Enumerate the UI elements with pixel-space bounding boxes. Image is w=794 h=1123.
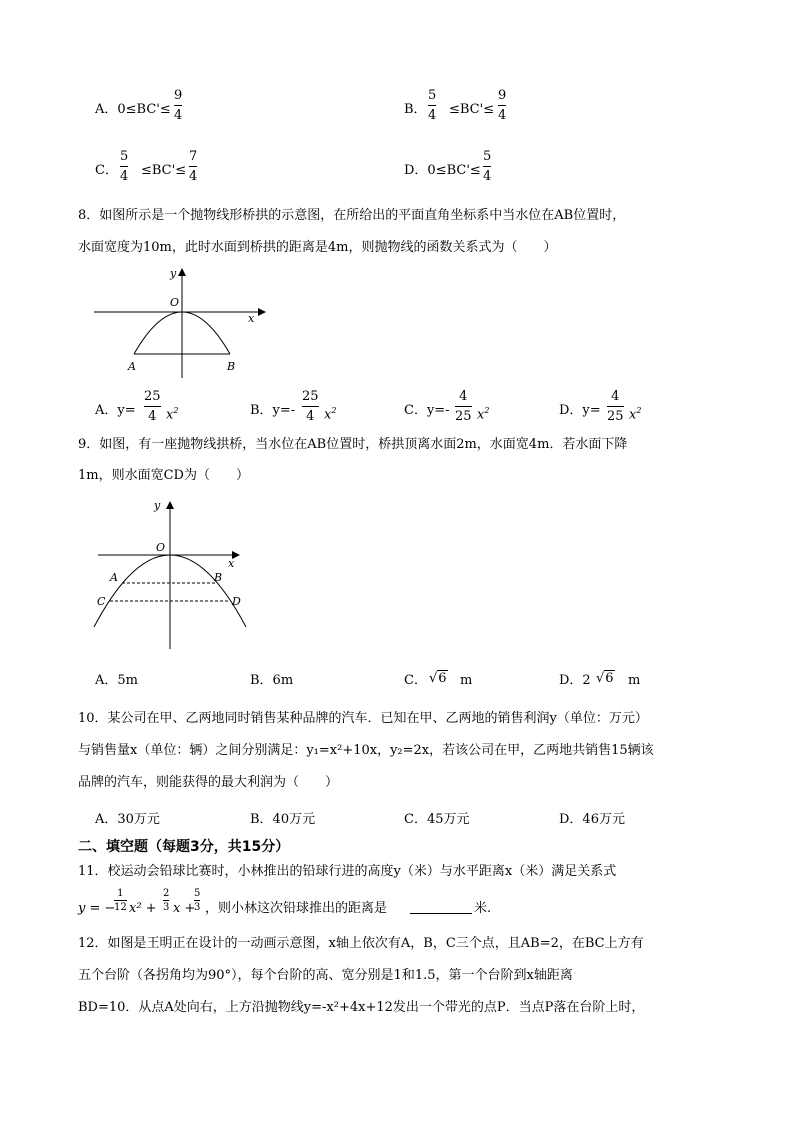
q7-option-b-label: B． xyxy=(404,102,427,117)
q7-option-c-label: C． xyxy=(95,163,118,178)
q8-option-a-var: $x^2$ xyxy=(166,406,179,423)
q10-option-d: D．46万元 xyxy=(559,812,625,827)
q8-option-a-fraction: 25 4 xyxy=(144,389,161,424)
q11-fraction-1: 1 12 xyxy=(114,888,127,913)
q9-parabola-figure xyxy=(88,495,258,655)
q11-answer-blank xyxy=(410,901,472,914)
q11-fraction-3: 5 3 xyxy=(194,888,201,913)
q7-option-a-fraction: 9 4 xyxy=(174,88,183,123)
q9-y-label: y xyxy=(154,499,161,512)
q7-option-d-label: D．0≤BC'≤ xyxy=(404,163,481,178)
q8-option-b-var: $x^2$ xyxy=(324,406,337,423)
q11-fraction-2: 2 3 xyxy=(163,888,170,913)
q8-origin-label: O xyxy=(170,296,180,309)
q8-x-arrow xyxy=(258,308,266,316)
q11-tail-text: ，则小林这次铅球推出的距离是 xyxy=(205,901,388,916)
q8-point-a-label: A xyxy=(128,360,136,373)
q11-term-2: x + xyxy=(173,901,196,916)
section-2-title: 二、填空题（每题3分，共15分） xyxy=(78,839,290,855)
q8-parabola-figure xyxy=(90,262,270,382)
q8-option-c-label: C．y=- xyxy=(404,403,450,418)
q10-text-line-1: 10．某公司在甲、乙两地同时销售某种品牌的汽车．已知在甲、乙两地的销售利润y（单位：万元） xyxy=(78,711,648,726)
q9-text-line-2: 1m，则水面宽CD为（ ） xyxy=(78,468,249,483)
q12-text-line-3: BD=10．从点A处向右，上方沿抛物线y=-x²+4x+12发出一个带光的点P．当点P落在台阶上时， xyxy=(78,1000,645,1015)
q7-option-b-fraction-1: 5 4 xyxy=(428,88,437,123)
q7-option-c-fraction-2: 7 4 xyxy=(189,149,198,184)
q7-option-c-mid: ≤BC'≤ xyxy=(141,163,187,178)
q7-option-c-fraction-1: 5 4 xyxy=(120,149,129,184)
q9-x-label: x xyxy=(228,557,235,570)
q8-option-b-label: B．y=- xyxy=(250,403,296,418)
q9-option-d-label: D．2 xyxy=(559,673,591,688)
q10-option-b: B．40万元 xyxy=(250,812,316,827)
q9-point-d-label: D xyxy=(232,595,241,608)
q10-option-a: A．30万元 xyxy=(95,812,160,827)
q8-option-b-fraction: 25 4 xyxy=(302,389,319,424)
q9-option-b: B．6m xyxy=(250,673,294,688)
q8-text-line-2: 水面宽度为10m，此时水面到桥拱的距离是4m，则抛物线的函数关系式为（ ） xyxy=(78,240,557,255)
q9-option-a: A．5m xyxy=(95,673,138,688)
q10-text-line-2: 与销售量x（单位：辆）之间分别满足：y₁=x²+10x，y₂=2x，若该公司在甲，乙两地共销售15辆该 xyxy=(78,743,654,758)
q9-option-d-unit: m xyxy=(628,673,641,688)
q8-option-c-var: $x^2$ xyxy=(477,406,490,423)
q12-text-line-2: 五个台阶（各拐角均为90°），每个台阶的高、宽分别是1和1.5，第一个台阶到x轴距离 xyxy=(78,968,573,983)
q9-option-d-sqrt: √6 xyxy=(596,671,614,686)
q11-text-line-1: 11．校运动会铅球比赛时，小林推出的铅球行进的高度y（米）与水平距离x（米）满足关系式 xyxy=(78,864,617,879)
q9-origin-label: O xyxy=(156,541,166,554)
q8-y-label: y xyxy=(170,267,177,280)
q10-text-line-3: 品牌的汽车，则能获得的最大利润为（ ） xyxy=(78,775,339,790)
q8-option-c-fraction: 4 25 xyxy=(455,389,472,424)
q9-point-c-label: C xyxy=(97,595,106,608)
q11-unit: 米. xyxy=(474,901,492,916)
q10-option-c: C．45万元 xyxy=(404,812,470,827)
q11-eq-lhs: y = − xyxy=(78,901,116,916)
q8-x-label: x xyxy=(248,312,255,325)
q8-option-d-var: $x^2$ xyxy=(629,406,642,423)
q9-text-line-1: 9．如图，有一座抛物线拱桥，当水位在AB位置时，桥拱顶离水面2m，水面宽4m．若水面下降 xyxy=(78,437,628,452)
q9-option-c-sqrt: √6 xyxy=(429,671,447,686)
q7-option-d-fraction: 5 4 xyxy=(483,149,492,184)
q9-point-b-label: B xyxy=(214,571,223,584)
q7-option-a-label: A．0≤BC'≤ xyxy=(95,102,171,117)
q9-point-a-label: A xyxy=(110,571,118,584)
q8-point-b-label: B xyxy=(227,360,236,373)
q8-option-d-fraction: 4 25 xyxy=(607,389,624,424)
q12-text-line-1: 12．如图是王明正在设计的一动画示意图，x轴上依次有A，B，C三个点，且AB=2，在BC上方有 xyxy=(78,936,644,951)
q11-term-1: x² + xyxy=(129,901,157,916)
q7-option-b-fraction-2: 9 4 xyxy=(498,88,507,123)
q9-option-c-label: C． xyxy=(404,673,427,688)
q8-option-a-label: A．y= xyxy=(95,403,136,418)
q8-option-d-label: D．y= xyxy=(559,403,601,418)
q9-y-arrow xyxy=(166,501,174,509)
q8-y-arrow xyxy=(178,268,186,276)
q9-option-c-unit: m xyxy=(460,673,473,688)
q8-text-line-1: 8．如图所示是一个抛物线形桥拱的示意图，在所给出的平面直角坐标系中当水位在AB位置时， xyxy=(78,208,626,223)
q7-option-b-mid: ≤BC'≤ xyxy=(449,102,495,117)
